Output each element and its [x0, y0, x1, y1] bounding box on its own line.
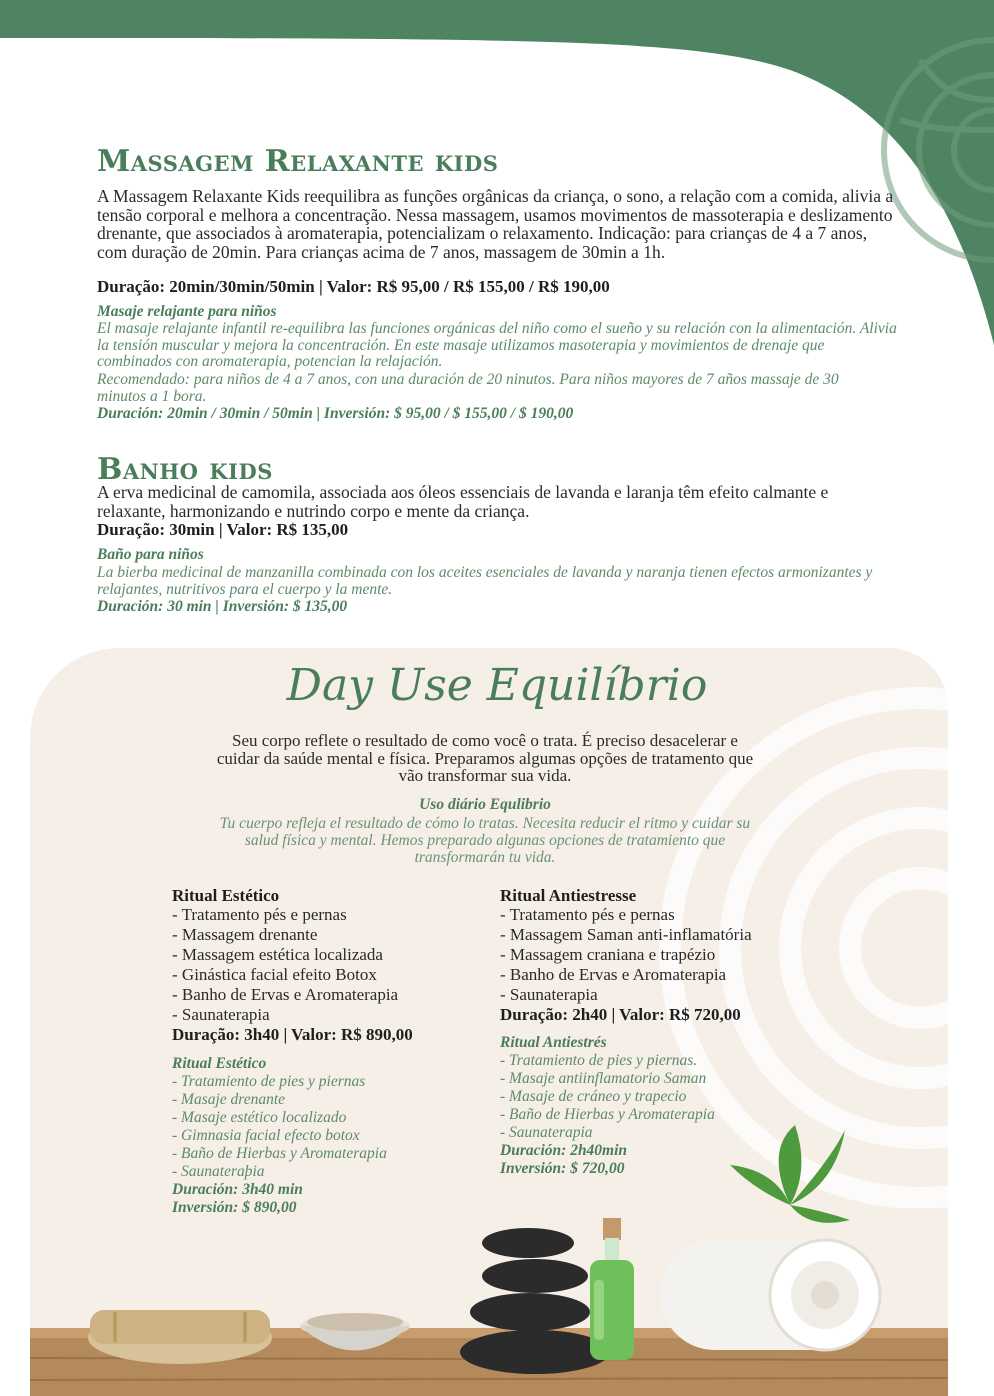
list-item: - Tratamiento de pies y piernas. — [500, 1052, 698, 1069]
list-item: - Baño de Hierbas y Aromaterapia — [172, 1145, 387, 1162]
list-item: - Saunaterapia — [500, 1124, 593, 1141]
banho-kids-es-title: Baño para niños — [97, 546, 204, 563]
ritual-estetico-es-price: Inversión: $ 890,00 — [172, 1199, 297, 1216]
list-item: - Tratamento pés e pernas — [500, 905, 675, 924]
kids-massage-description: A Massagem Relaxante Kids reequilibra as funções orgânicas da criança, o sono, a relação com a comida, alivia a tensão corporal e melhora a concentração. Nessa massagem, usamos movimentos de massoterapia e deslizamento drenante, que associados à aromaterapia, potencializam o relaxamento. Indicação: para crianças de 4 a 7 anos, com duração de 20min. Para crianças acima de 7 anos, massagem de 30min a 1h. — [97, 186, 894, 262]
list-item: - Tratamento pés e pernas — [172, 905, 347, 924]
kids-massage-es-title: Masaje relajante para niños — [97, 303, 277, 320]
day-use-title: Day Use Equilíbrio — [286, 660, 708, 711]
list-item: - Tratamiento de pies y piernas — [172, 1073, 366, 1090]
salt-bowl-icon — [300, 1313, 410, 1351]
kids-massage-es-duration: Duración: 20min / 30min / 50min | Inversión: $ 95,00 / $ 155,00 / $ 190,00 — [97, 405, 574, 422]
ritual-antiestresse-es-title: Ritual Antiestrés — [500, 1034, 607, 1051]
kids-massage-es-recommendation: Recomendado: para niños de 4 a 7 anos, con una duración de 20 ninutos. Para niños mayores de 7 años massaje de 30 minutos a 1 bora. — [97, 371, 839, 405]
list-item: - Masaje drenante — [172, 1091, 286, 1108]
list-item: - Massagem craniana e trapézio — [500, 945, 716, 964]
list-item: - Gimnasia facial efecto botox — [172, 1127, 360, 1144]
ritual-antiestresse-es-price: Inversión: $ 720,00 — [500, 1160, 625, 1177]
oil-bottle-icon — [590, 1218, 634, 1360]
list-item: - Banho de Ervas e Aromaterapia — [172, 985, 399, 1004]
hot-stones-icon — [460, 1228, 610, 1374]
day-use-es-title: Uso diário Equlibrio — [419, 796, 551, 813]
banho-kids-description: A erva medicinal de camomila, associada aos óleos essenciais de lavanda e laranja têm efeito calmante e relaxante, harmonizando e nutrindo corpo e mente da criança. — [97, 482, 829, 521]
ritual-antiestresse-es-duration: Duración: 2h40min — [500, 1142, 628, 1159]
list-item: - Saunaterapia — [172, 1005, 270, 1024]
ritual-estetico-title: Ritual Estético — [172, 886, 280, 905]
ritual-antiestresse-list — [500, 905, 820, 1005]
list-item: - Saunateraþia — [172, 1163, 265, 1180]
banho-kids-title: Banho kids — [97, 452, 273, 487]
kids-massage-duration-value: Duração: 20min/30min/50min | Valor: R$ 95,00 / R$ 155,00 / R$ 190,00 — [97, 277, 610, 296]
ritual-antiestresse-duration-value: Duração: 2h40 | Valor: R$ 720,00 — [500, 1005, 741, 1024]
rolled-towel-icon — [660, 1240, 880, 1350]
list-item: - Masaje estético localizado — [172, 1109, 347, 1126]
list-item: - Ginástica facial efeito Botox — [172, 965, 377, 984]
list-item: - Massagem drenante — [172, 925, 318, 944]
kids-massage-es-description: El masaje relajante infantil re-equilibra las funciones orgánicas del niño como el sueño y su relación con la alimentación. Alivia la tensión muscular y mejora la concentración. En este masaje utilizamos masoterapia y movimientos de drenaje que combinados con aromaterapia, potencian la relajación. — [97, 320, 897, 370]
list-item: - Masaje antiinflamatorio Saman — [500, 1070, 707, 1087]
ritual-antiestresse-title: Ritual Antiestresse — [500, 886, 637, 905]
list-item: - Baño de Hierbas y Aromaterapia — [500, 1106, 715, 1123]
list-item: - Masaje de cráneo y trapecio — [500, 1088, 687, 1105]
leaf-sprig-icon — [730, 1125, 850, 1223]
banho-kids-es-description: La bierba medicinal de manzanilla combinada con los aceites esenciales de lavanda y naranja tienen efectos armonizantes y relajantes, nutritivos para el cuerpo y la mente. — [97, 564, 873, 598]
ritual-estetico-duration-value: Duração: 3h40 | Valor: R$ 890,00 — [172, 1025, 413, 1044]
ritual-estetico-es-title: Ritual Estético — [172, 1055, 267, 1072]
ritual-estetico-es-duration: Duración: 3h40 min — [172, 1181, 303, 1198]
banho-kids-duration-value: Duração: 30min | Valor: R$ 135,00 — [97, 520, 349, 539]
kids-massage-title: Massagem Relaxante kids — [97, 144, 499, 179]
list-item: - Banho de Ervas e Aromaterapia — [500, 965, 727, 984]
loofah-sponge-icon — [88, 1310, 272, 1364]
day-use-es-intro: Tu cuerpo refleja el resultado de cómo lo tratas. Necesita reducir el ritmo y cuidar su salud física y mental. Hemos preparado algunas opciones de tratamiento que transformarán tu vida. — [219, 815, 751, 866]
spa-illustration — [30, 1090, 948, 1396]
list-item: - Massagem Saman anti-inflamatória — [500, 925, 752, 944]
list-item: - Massagem estética localizada — [172, 945, 383, 964]
banho-kids-es-duration: Duración: 30 min | Inversión: $ 135,00 — [97, 598, 348, 615]
ritual-estetico-list — [172, 905, 492, 1025]
day-use-intro: Seu corpo reflete o resultado de como você o trata. É preciso desacelerar e cuidar da saúde mental e física. Preparamos algumas opções de tratamento que vão transformar sua vida. — [216, 731, 754, 785]
list-item: - Saunaterapia — [500, 985, 598, 1004]
